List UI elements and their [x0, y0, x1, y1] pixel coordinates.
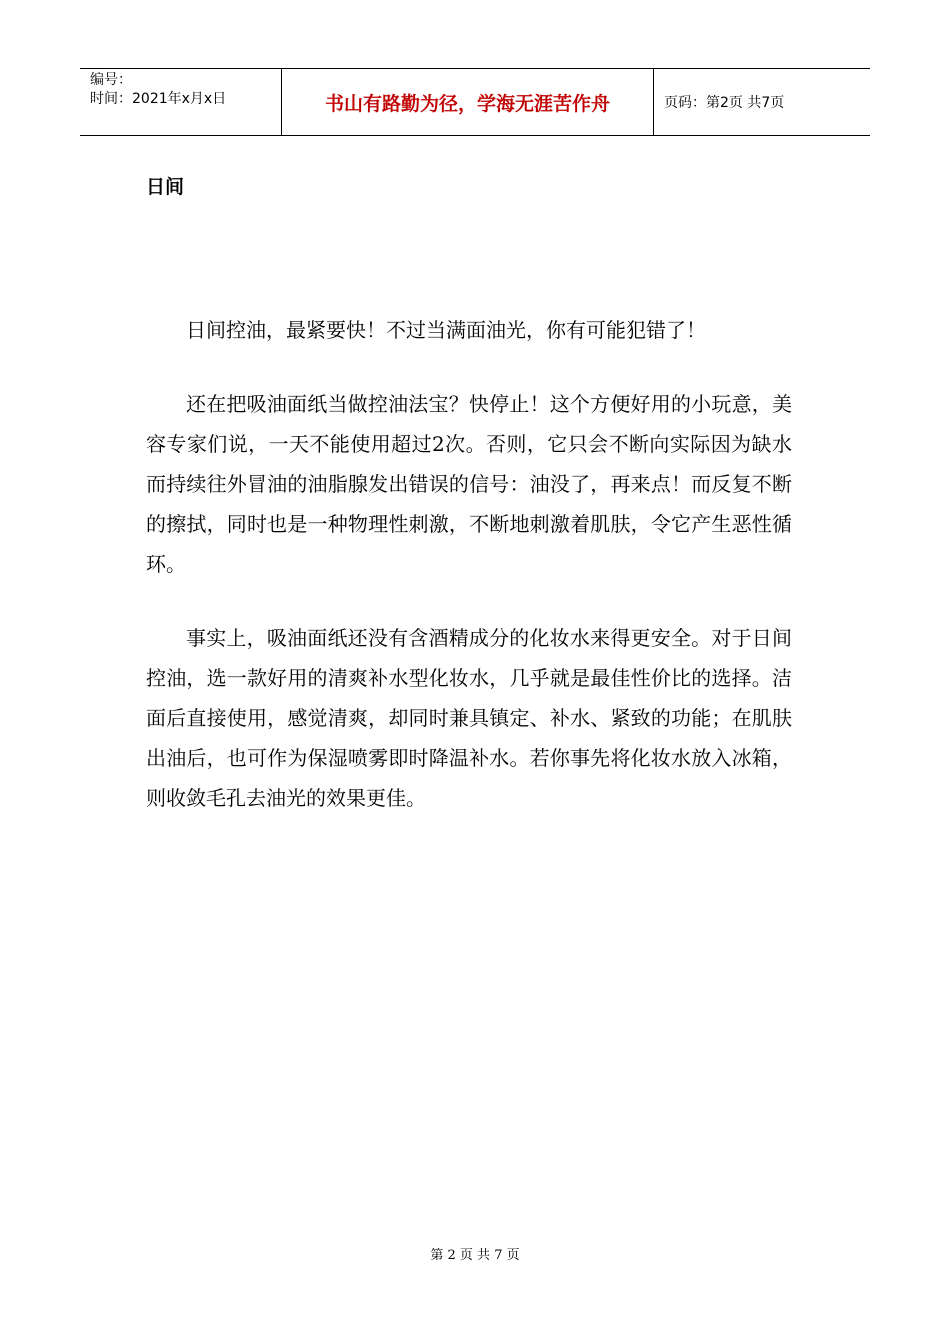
page-header: [80, 68, 870, 136]
header-page-info: 页码：第2页 共7页: [664, 95, 785, 111]
page-footer: 第 2 页 共 7 页: [430, 1248, 520, 1263]
paragraph: 事实上，吸油面纸还没有含酒精成分的化妆水来得更安全。对于日间控油，选一款好用的清爽补水型化妆水，几乎就是最佳性价比的选择。洁面后直接使用，感觉清爽，却同时兼具镇定、补水、紧致的功能；在肌肤出油后，也可作为保湿喷雾即时降温补水。若你事先将化妆水放入冰箱，则收敛毛孔去油光的效果更佳。: [146, 626, 792, 810]
header-meta: [80, 69, 282, 135]
number-label: 编号：: [90, 72, 132, 88]
document-body: [146, 310, 792, 852]
time-label: 时间：2021年x月x日: [90, 91, 227, 107]
paragraph: 日间控油，最紧要快！不过当满面油光，你有可能犯错了！: [186, 318, 706, 342]
header-motto: 书山有路勤为径，学海无涯苦作舟: [282, 69, 654, 135]
paragraph: 还在把吸油面纸当做控油法宝？快停止！这个方便好用的小玩意，美容专家们说，一天不能使用超过2次。否则，它只会不断向实际因为缺水而持续往外冒油的油脂腺发出错误的信号：油没了，再来点！而反复不断的擦拭，同时也是一种物理性刺激，不断地刺激着肌肤，令它产生恶性循环。: [146, 392, 792, 576]
section-title: 日间: [146, 176, 185, 198]
